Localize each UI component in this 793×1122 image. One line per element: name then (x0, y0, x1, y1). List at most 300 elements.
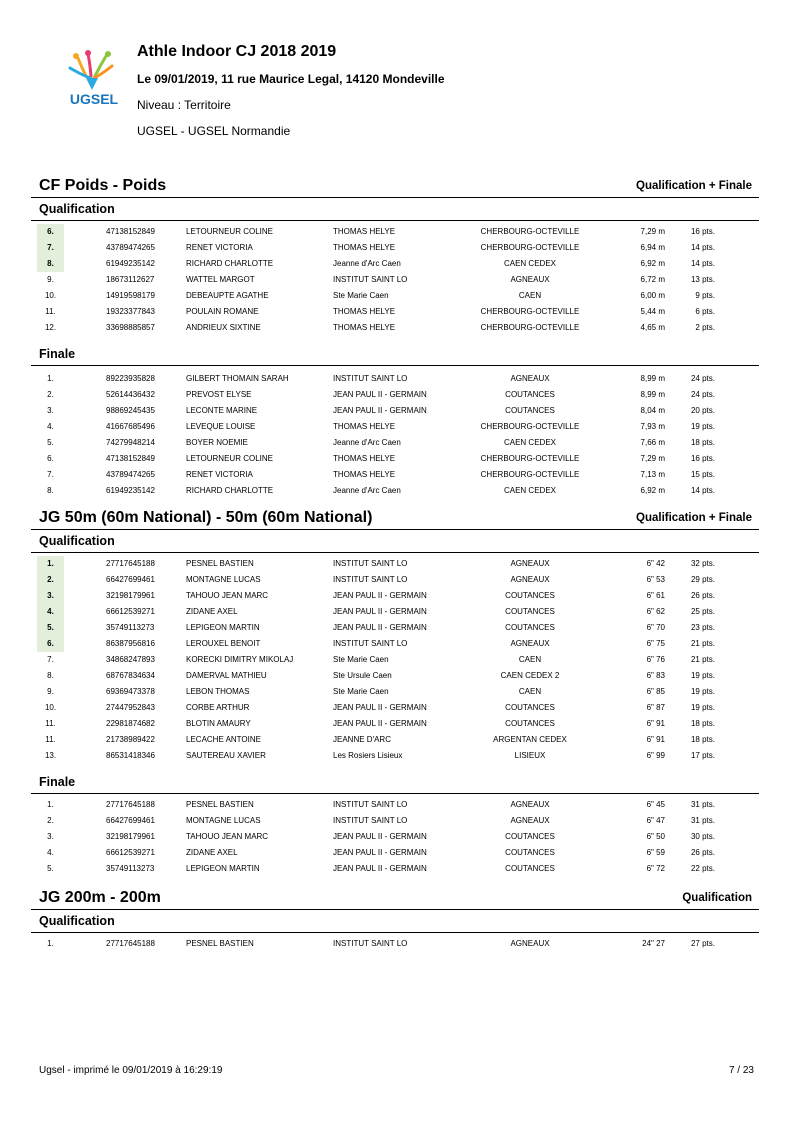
club-name: INSTITUT SAINT LO (333, 275, 408, 284)
rank: 5. (47, 438, 54, 447)
points: 20 pts. (690, 406, 715, 415)
athlete-name: LECONTE MARINE (186, 406, 258, 415)
ugsel-logo (62, 50, 126, 106)
section-title: CF Poids - Poids (39, 177, 167, 194)
points: 30 pts. (690, 832, 715, 841)
points: 31 pts. (690, 800, 715, 809)
rank: 11. (45, 307, 56, 316)
city-name: COUTANCES (505, 406, 555, 415)
rank: 8. (37, 256, 64, 272)
city-name: CHERBOURG-OCTEVILLE (480, 323, 580, 332)
results-table (31, 371, 759, 499)
table-row (31, 256, 759, 272)
points: 26 pts. (690, 591, 715, 600)
table-row (31, 684, 759, 700)
city-name: CAEN (518, 687, 542, 696)
group-title: Finale (39, 775, 76, 789)
performance: 6" 61 (646, 591, 665, 600)
athlete-name: RICHARD CHARLOTTE (186, 259, 274, 268)
rank: 3. (47, 832, 54, 841)
licence-number: 66427699461 (106, 575, 155, 584)
section-title: JG 50m (60m National) - 50m (60m National) (39, 509, 373, 526)
athlete-name: GILBERT THOMAIN SARAH (186, 374, 289, 383)
rank: 1. (47, 800, 54, 809)
athlete-name: ZIDANE AXEL (186, 607, 238, 616)
table-row (31, 387, 759, 403)
performance: 4,65 m (640, 323, 665, 332)
points: 21 pts. (690, 655, 715, 664)
table-row (31, 813, 759, 829)
rank: 11. (45, 735, 56, 744)
licence-number: 19323377843 (106, 307, 155, 316)
performance: 7,13 m (640, 470, 665, 479)
performance: 6,00 m (640, 291, 665, 300)
performance: 6,72 m (640, 275, 665, 284)
licence-number: 47138152849 (106, 227, 155, 236)
group-title: Finale (39, 347, 76, 361)
performance: 24" 27 (642, 939, 665, 948)
city-name: CAEN CEDEX 2 (500, 671, 560, 680)
points: 18 pts. (690, 438, 715, 447)
city-name: CAEN (518, 655, 542, 664)
rank: 7. (47, 470, 54, 479)
athlete-name: TAHOUO JEAN MARC (186, 591, 269, 600)
points: 14 pts. (690, 243, 715, 252)
club-name: JEAN PAUL II - GERMAIN (333, 703, 427, 712)
points: 31 pts. (690, 816, 715, 825)
city-name: COUTANCES (505, 623, 555, 632)
table-row (31, 304, 759, 320)
group-header (31, 200, 759, 221)
event-level: Niveau : Territoire (137, 98, 231, 112)
licence-number: 27717645188 (106, 939, 155, 948)
club-name: THOMAS HELYE (333, 227, 396, 236)
club-name: THOMAS HELYE (333, 454, 396, 463)
athlete-name: PESNEL BASTIEN (186, 800, 254, 809)
table-row (31, 936, 759, 952)
performance: 7,29 m (640, 227, 665, 236)
licence-number: 98869245435 (106, 406, 155, 415)
club-name: INSTITUT SAINT LO (333, 939, 408, 948)
athlete-name: PREVOST ELYSE (186, 390, 252, 399)
performance: 8,99 m (640, 390, 665, 399)
city-name: CHERBOURG-OCTEVILLE (480, 307, 580, 316)
city-name: COUTANCES (505, 607, 555, 616)
club-name: Ste Marie Caen (333, 687, 389, 696)
athlete-name: DAMERVAL MATHIEU (186, 671, 267, 680)
licence-number: 43789474265 (106, 470, 155, 479)
performance: 6,92 m (640, 486, 665, 495)
rank: 6. (47, 454, 54, 463)
licence-number: 27717645188 (106, 800, 155, 809)
club-name: INSTITUT SAINT LO (333, 800, 408, 809)
performance: 8,04 m (640, 406, 665, 415)
city-name: AGNEAUX (510, 939, 550, 948)
rank: 8. (47, 486, 54, 495)
rank: 13. (44, 751, 57, 760)
table-row (31, 829, 759, 845)
city-name: CHERBOURG-OCTEVILLE (480, 470, 580, 479)
rank: 8. (47, 671, 54, 680)
section-header (31, 175, 759, 198)
city-name: AGNEAUX (510, 275, 550, 284)
club-name: INSTITUT SAINT LO (333, 559, 408, 568)
rank: 6. (37, 636, 64, 652)
city-name: COUTANCES (505, 864, 555, 873)
club-name: JEAN PAUL II - GERMAIN (333, 591, 427, 600)
licence-number: 14919598179 (106, 291, 155, 300)
licence-number: 66427699461 (106, 816, 155, 825)
table-row (31, 861, 759, 877)
licence-number: 22981874682 (106, 719, 155, 728)
athlete-name: CORBE ARTHUR (186, 703, 250, 712)
rank: 2. (37, 572, 64, 588)
event-title: Athle Indoor CJ 2018 2019 (137, 43, 337, 60)
club-name: THOMAS HELYE (333, 243, 396, 252)
licence-number: 41667685496 (106, 422, 155, 431)
performance: 6,94 m (640, 243, 665, 252)
city-name: COUTANCES (505, 848, 555, 857)
city-name: AGNEAUX (510, 575, 550, 584)
licence-number: 33698885857 (106, 323, 155, 332)
points: 14 pts. (690, 486, 715, 495)
group-header (31, 345, 759, 366)
club-name: THOMAS HELYE (333, 422, 396, 431)
points: 19 pts. (690, 703, 715, 712)
club-name: INSTITUT SAINT LO (333, 816, 408, 825)
club-name: INSTITUT SAINT LO (333, 374, 408, 383)
athlete-name: ZIDANE AXEL (186, 848, 238, 857)
athlete-name: LEVEQUE LOUISE (186, 422, 256, 431)
performance: 7,29 m (640, 454, 665, 463)
points: 19 pts. (690, 671, 715, 680)
athlete-name: KORECKI DIMITRY MIKOLAJ (186, 655, 294, 664)
results-table (31, 797, 759, 877)
licence-number: 35749113273 (106, 623, 155, 632)
table-row (31, 700, 759, 716)
table-row (31, 588, 759, 604)
city-name: AGNEAUX (510, 639, 550, 648)
performance: 7,66 m (640, 438, 665, 447)
city-name: CHERBOURG-OCTEVILLE (480, 422, 580, 431)
licence-number: 86387956816 (106, 639, 155, 648)
licence-number: 86531418346 (106, 751, 155, 760)
club-name: JEAN PAUL II - GERMAIN (333, 848, 427, 857)
athlete-name: LEPIGEON MARTIN (186, 864, 260, 873)
table-row (31, 652, 759, 668)
club-name: Ste Marie Caen (333, 655, 389, 664)
performance: 7,93 m (640, 422, 665, 431)
licence-number: 61949235142 (106, 259, 155, 268)
performance: 6" 59 (646, 848, 665, 857)
athlete-name: PESNEL BASTIEN (186, 939, 254, 948)
table-row (31, 371, 759, 387)
licence-number: 52614436432 (106, 390, 155, 399)
club-name: JEAN PAUL II - GERMAIN (333, 864, 427, 873)
city-name: AGNEAUX (510, 559, 550, 568)
city-name: ARGENTAN CEDEX (493, 735, 567, 744)
club-name: Jeanne d'Arc Caen (333, 259, 401, 268)
performance: 6" 50 (646, 832, 665, 841)
performance: 6,92 m (640, 259, 665, 268)
athlete-name: LETOURNEUR COLINE (186, 454, 273, 463)
city-name: COUTANCES (505, 390, 555, 399)
rank: 5. (47, 864, 54, 873)
points: 17 pts. (690, 751, 715, 760)
performance: 6" 72 (646, 864, 665, 873)
athlete-name: RICHARD CHARLOTTE (186, 486, 274, 495)
performance: 6" 45 (646, 800, 665, 809)
licence-number: 43789474265 (106, 243, 155, 252)
athlete-name: RENET VICTORIA (186, 243, 253, 252)
group-header (31, 912, 759, 933)
licence-number: 68767834634 (106, 671, 155, 680)
licence-number: 89223935828 (106, 374, 155, 383)
points: 21 pts. (690, 639, 715, 648)
rank: 12. (44, 323, 57, 332)
city-name: CAEN CEDEX (503, 259, 556, 268)
performance: 6" 75 (646, 639, 665, 648)
results-table (31, 936, 759, 952)
licence-number: 61949235142 (106, 486, 155, 495)
table-row (31, 224, 759, 240)
athlete-name: SAUTEREAU XAVIER (186, 751, 266, 760)
table-row (31, 272, 759, 288)
points: 16 pts. (690, 227, 715, 236)
points: 15 pts. (690, 470, 715, 479)
city-name: CAEN CEDEX (503, 486, 556, 495)
rank: 7. (47, 655, 54, 664)
table-row (31, 320, 759, 336)
rank: 6. (37, 224, 64, 240)
points: 18 pts. (690, 735, 715, 744)
points: 22 pts. (690, 864, 715, 873)
licence-number: 35749113273 (106, 864, 155, 873)
club-name: THOMAS HELYE (333, 307, 396, 316)
table-row (31, 636, 759, 652)
club-name: Ste Marie Caen (333, 291, 389, 300)
rank: 4. (37, 604, 64, 620)
licence-number: 69369473378 (106, 687, 155, 696)
rank: 1. (47, 374, 54, 383)
points: 25 pts. (690, 607, 715, 616)
page-number: 7 / 23 (728, 1065, 754, 1076)
table-row (31, 620, 759, 636)
points: 24 pts. (690, 390, 715, 399)
performance: 6" 83 (646, 671, 665, 680)
licence-number: 21738989422 (106, 735, 155, 744)
licence-number: 74279948214 (106, 438, 155, 447)
athlete-name: WATTEL MARGOT (186, 275, 255, 284)
points: 19 pts. (690, 687, 715, 696)
section-phase: Qualification (682, 892, 752, 904)
section-title: JG 200m - 200m (39, 889, 161, 906)
city-name: AGNEAUX (510, 800, 550, 809)
athlete-name: PESNEL BASTIEN (186, 559, 254, 568)
club-name: JEAN PAUL II - GERMAIN (333, 623, 427, 632)
city-name: LISIEUX (514, 751, 546, 760)
points: 27 pts. (690, 939, 715, 948)
group-title: Qualification (39, 202, 115, 216)
performance: 8,99 m (640, 374, 665, 383)
club-name: Jeanne d'Arc Caen (333, 486, 401, 495)
rank: 3. (37, 588, 64, 604)
athlete-name: BOYER NOEMIE (186, 438, 248, 447)
table-row (31, 556, 759, 572)
points: 2 pts. (695, 323, 715, 332)
table-row (31, 604, 759, 620)
points: 6 pts. (695, 307, 715, 316)
footer-print-info: Ugsel - imprimé le 09/01/2019 à 16:29:19 (39, 1065, 223, 1076)
city-name: CHERBOURG-OCTEVILLE (480, 454, 580, 463)
rank: 1. (37, 556, 64, 572)
licence-number: 27447952843 (106, 703, 155, 712)
table-row (31, 451, 759, 467)
city-name: CHERBOURG-OCTEVILLE (480, 227, 580, 236)
city-name: CAEN (518, 291, 542, 300)
rank: 9. (47, 687, 54, 696)
rank: 2. (47, 816, 54, 825)
points: 23 pts. (690, 623, 715, 632)
city-name: COUTANCES (505, 591, 555, 600)
licence-number: 66612539271 (106, 848, 155, 857)
city-name: COUTANCES (505, 832, 555, 841)
group-title: Qualification (39, 534, 115, 548)
athlete-name: TAHOUO JEAN MARC (186, 832, 269, 841)
club-name: JEAN PAUL II - GERMAIN (333, 832, 427, 841)
points: 19 pts. (690, 422, 715, 431)
event-organization: UGSEL - UGSEL Normandie (137, 124, 291, 138)
table-row (31, 435, 759, 451)
performance: 6" 70 (646, 623, 665, 632)
licence-number: 32198179961 (106, 591, 155, 600)
licence-number: 47138152849 (106, 454, 155, 463)
performance: 6" 62 (646, 607, 665, 616)
section-phase: Qualification + Finale (636, 512, 752, 524)
club-name: JEAN PAUL II - GERMAIN (333, 390, 427, 399)
club-name: THOMAS HELYE (333, 470, 396, 479)
club-name: JEANNE D'ARC (333, 735, 391, 744)
rank: 7. (37, 240, 64, 256)
points: 26 pts. (690, 848, 715, 857)
table-row (31, 240, 759, 256)
performance: 6" 91 (646, 735, 665, 744)
points: 16 pts. (690, 454, 715, 463)
club-name: Jeanne d'Arc Caen (333, 438, 401, 447)
club-name: JEAN PAUL II - GERMAIN (333, 719, 427, 728)
rank: 10. (44, 703, 57, 712)
section-header (31, 887, 759, 910)
licence-number: 32198179961 (106, 832, 155, 841)
rank: 4. (47, 848, 54, 857)
rank: 11. (45, 719, 56, 728)
group-header (31, 773, 759, 794)
city-name: AGNEAUX (510, 374, 550, 383)
table-row (31, 732, 759, 748)
points: 18 pts. (690, 719, 715, 728)
club-name: THOMAS HELYE (333, 323, 396, 332)
athlete-name: LECACHE ANTOINE (186, 735, 261, 744)
table-row (31, 483, 759, 499)
city-name: COUTANCES (505, 719, 555, 728)
licence-number: 66612539271 (106, 607, 155, 616)
group-title: Qualification (39, 914, 115, 928)
club-name: Les Rosiers Lisieux (333, 751, 403, 760)
performance: 6" 76 (646, 655, 665, 664)
athlete-name: MONTAGNE LUCAS (186, 816, 261, 825)
results-table (31, 224, 759, 336)
table-row (31, 716, 759, 732)
rank: 2. (47, 390, 54, 399)
rank: 10. (44, 291, 57, 300)
points: 14 pts. (690, 259, 715, 268)
licence-number: 18673112627 (106, 275, 155, 284)
section-header (31, 507, 759, 530)
rank: 3. (47, 406, 54, 415)
athlete-name: BLOTIN AMAURY (186, 719, 251, 728)
points: 24 pts. (690, 374, 715, 383)
performance: 6" 53 (646, 575, 665, 584)
club-name: INSTITUT SAINT LO (333, 575, 408, 584)
club-name: JEAN PAUL II - GERMAIN (333, 406, 427, 415)
table-row (31, 668, 759, 684)
athlete-name: LEBON THOMAS (186, 687, 250, 696)
table-row (31, 403, 759, 419)
table-row (31, 467, 759, 483)
athlete-name: RENET VICTORIA (186, 470, 253, 479)
event-date-place: Le 09/01/2019, 11 rue Maurice Legal, 14120 Mondeville (137, 72, 445, 86)
svg-text:UGSEL: UGSEL (69, 91, 119, 106)
licence-number: 34868247893 (106, 655, 155, 664)
points: 13 pts. (690, 275, 715, 284)
rank: 4. (47, 422, 54, 431)
points: 9 pts. (695, 291, 715, 300)
city-name: COUTANCES (505, 703, 555, 712)
club-name: Ste Ursule Caen (333, 671, 392, 680)
table-row (31, 419, 759, 435)
points: 29 pts. (690, 575, 715, 584)
athlete-name: LEPIGEON MARTIN (186, 623, 260, 632)
athlete-name: ANDRIEUX SIXTINE (186, 323, 261, 332)
rank: 5. (37, 620, 64, 636)
athlete-name: DEBEAUPTE AGATHE (186, 291, 269, 300)
city-name: CAEN CEDEX (503, 438, 556, 447)
club-name: INSTITUT SAINT LO (333, 639, 408, 648)
table-row (31, 748, 759, 764)
performance: 6" 42 (646, 559, 665, 568)
city-name: AGNEAUX (510, 816, 550, 825)
licence-number: 27717645188 (106, 559, 155, 568)
performance: 6" 47 (646, 816, 665, 825)
table-row (31, 797, 759, 813)
results-table (31, 556, 759, 764)
section-phase: Qualification + Finale (636, 180, 752, 192)
club-name: JEAN PAUL II - GERMAIN (333, 607, 427, 616)
rank: 1. (47, 939, 54, 948)
athlete-name: LEROUXEL BENOIT (186, 639, 261, 648)
points: 32 pts. (690, 559, 715, 568)
city-name: CHERBOURG-OCTEVILLE (480, 243, 580, 252)
table-row (31, 845, 759, 861)
performance: 5,44 m (640, 307, 665, 316)
athlete-name: LETOURNEUR COLINE (186, 227, 273, 236)
performance: 6" 87 (646, 703, 665, 712)
athlete-name: MONTAGNE LUCAS (186, 575, 261, 584)
table-row (31, 288, 759, 304)
performance: 6" 85 (646, 687, 665, 696)
table-row (31, 572, 759, 588)
performance: 6" 99 (646, 751, 665, 760)
